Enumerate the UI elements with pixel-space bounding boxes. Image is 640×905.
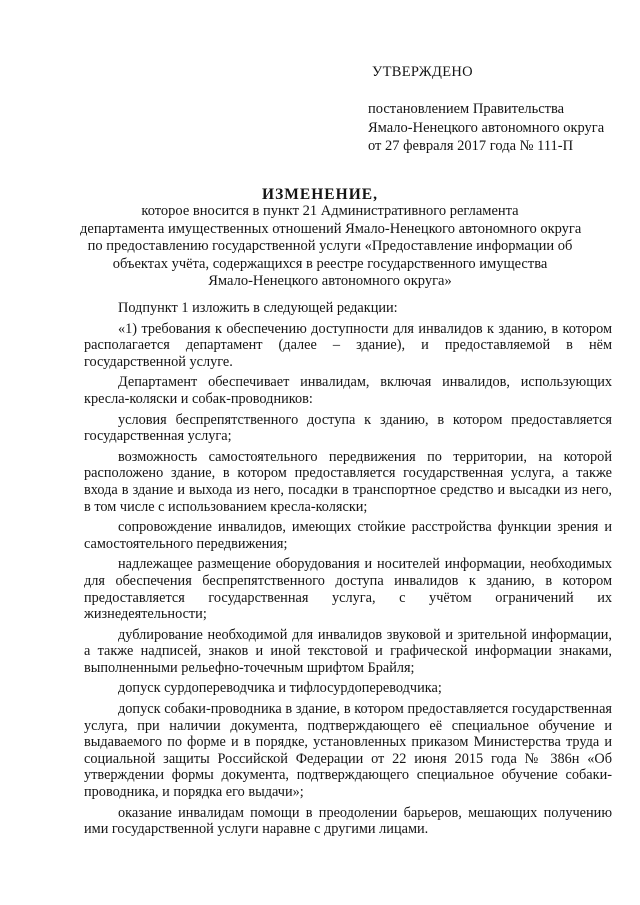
approval-line: от 27 февраля 2017 года № 111-П <box>368 138 574 154</box>
body-paragraph: условия беспрепятственного доступа к зданию, в котором предоставляется государственная услуга; <box>84 411 612 445</box>
body-paragraph: оказание инвалидам помощи в преодолении барьеров, мешающих получению ими государственной услуги наравне с другими лицами. <box>84 804 612 838</box>
subtitle-line: по предоставлению государственной услуги «Предоставление информации об <box>87 238 573 254</box>
body-paragraph: допуск сурдопереводчика и тифлосурдопереводчика; <box>118 680 442 697</box>
subtitle-line: которое вносится в пункт 21 Административного регламента <box>141 203 519 219</box>
subtitle-line: объектах учёта, содержащихся в реестре государственного имущества <box>112 255 548 272</box>
body-paragraph: надлежащее размещение оборудования и носителей информации, необходимых для обеспечения беспрепятственного доступа инвалидов к зданию, в котором предоставляется государственная услуга, с учётом ограничений их жизнедеятельности; <box>84 556 612 623</box>
body-paragraph: сопровождение инвалидов, имеющих стойкие расстройства функции зрения и самостоятельного передвижения; <box>84 519 612 552</box>
body-paragraph: Подпункт 1 изложить в следующей редакции: <box>118 300 398 316</box>
body-paragraph: дублирование необходимой для инвалидов звуковой и зрительной информации, а также надписей, знаков и иной текстовой и графической информации знаками, выполненными рельефно-точечным шрифтом Брайля; <box>84 626 612 676</box>
approval-line: Ямало-Ненецкого автономного округа <box>368 119 605 136</box>
approval-reference <box>368 100 604 156</box>
approval-stamp-title: УТВЕРЖДЕНО <box>372 64 473 80</box>
body-paragraph: возможность самостоятельного передвижения по территории, на которой расположено здание, в котором предоставляется государственная услуга, а также входа в здание и выхода из него, посадки в транспортное средство и высадки из него, в том числе с использованием кресла-коляски; <box>84 448 612 515</box>
body-paragraph: Департамент обеспечивает инвалидам, включая инвалидов, использующих кресла-коляски и собак-проводников: <box>84 374 612 407</box>
approval-line: постановлением Правительства <box>368 101 565 117</box>
document-body <box>84 300 612 842</box>
document-title: ИЗМЕНЕНИЕ, <box>262 186 378 203</box>
document-subtitle <box>80 203 580 291</box>
subtitle-line: Ямало-Ненецкого автономного округа» <box>208 273 452 289</box>
subtitle-line: департамента имущественных отношений Ямало-Ненецкого автономного округа <box>80 220 582 237</box>
body-paragraph: допуск собаки-проводника в здание, в котором предоставляется государственная услуга, при наличии документа, подтверждающего её специальное обучение и выдаваемого по форме и в порядке, установленных приказом Министерства труда и социальной защиты Российской Федерации от 22 июня 2015 года № 386н «Об утверждении формы документа, подтверждающего специальное обучение собаки-проводника, и порядка его выдачи»; <box>84 701 612 801</box>
body-paragraph: «1) требования к обеспечению доступности для инвалидов к зданию, в котором располагается департамент (далее – здание), и предоставляемой в нём государственной услуге. <box>84 320 612 370</box>
